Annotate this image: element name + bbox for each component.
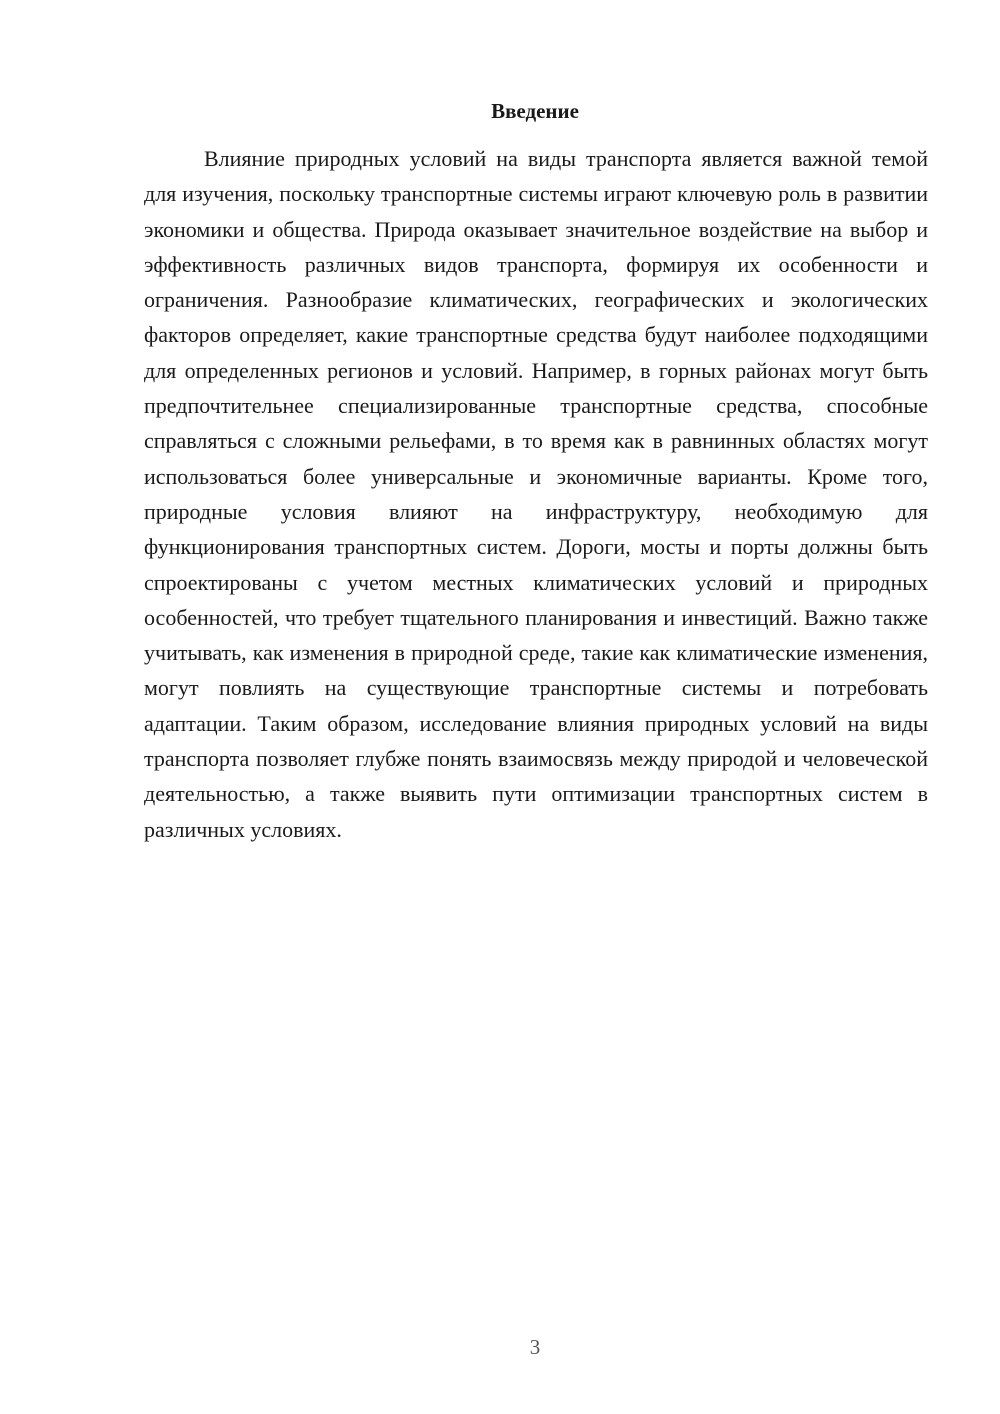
section-heading: Введение <box>491 99 579 123</box>
body-paragraph: Влияние природных условий на виды транспорта является важной темой для изучения, поскольку транспортные системы играют ключевую роль в развитии экономики и общества. Природа оказывает значительное воздействие на выбор и эффективность различных видов транспорта, формируя их особенности и ограничения. Разнообразие климатических, географических и экологических факторов определяет, какие транспортные средства будут наиболее подходящими для определенных регионов и условий. Например, в горных районах могут быть предпочтительнее специализированные транспортные средства, способные справляться с сложными рельефами, в то время как в равнинных областях могут использоваться более универсальные и экономичные варианты. Кроме того, природные условия влияют на инфраструктуру, необходимую для функционирования транспортных систем. Дороги, мосты и порты должны быть спроектированы с учетом местных климатических условий и природных особенностей, что требует тщательного планирования и инвестиций. Важно также учитывать, как изменения в природной среде, такие как климатические изменения, могут повлиять на существующие транспортные системы и потребовать адаптации. Таким образом, исследование влияния природных условий на виды транспорта позволяет глубже понять взаимосвязь между природой и человеческой деятельностью, а также выявить пути оптимизации транспортных систем в различных условиях. <box>144 146 928 842</box>
page-number: 3 <box>529 1335 541 1359</box>
